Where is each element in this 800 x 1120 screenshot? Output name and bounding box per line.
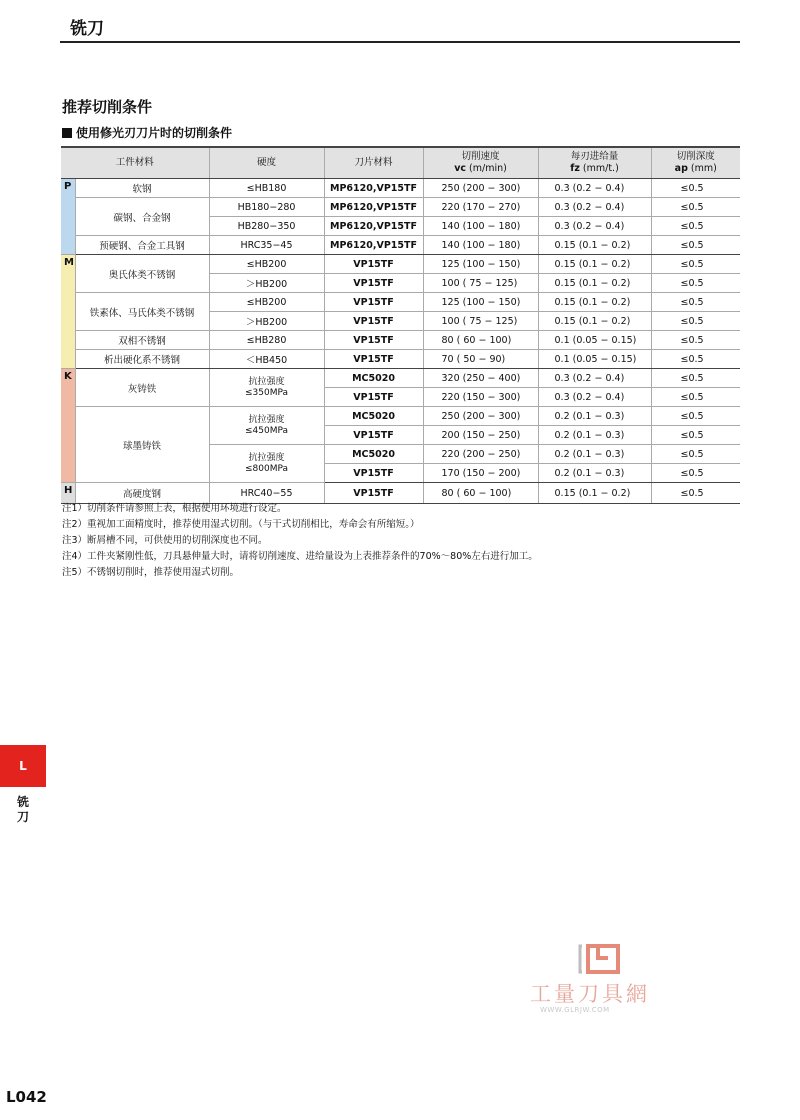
header-depth-symbol: ap [674,163,688,174]
section-subtitle-text: 使用修光刃刀片时的切削条件 [76,126,233,140]
material-cell: 碳钢、合金钢 [75,198,209,236]
grade-cell: MC5020 [324,445,423,464]
table-row [61,293,740,312]
section-title: 推荐切削条件 [62,98,153,116]
speed-cell: 220 (170 − 270) [423,198,538,217]
hardness-value: ≤350MPa [245,387,289,398]
feed-cell: 0.1 (0.05 − 0.15) [538,350,651,369]
table-row [61,179,740,198]
feed-cell: 0.15 (0.1 − 0.2) [538,293,651,312]
material-cell: 奥氏体类不锈钢 [75,255,209,293]
depth-cell: ≤0.5 [651,445,740,464]
feed-cell: 0.15 (0.1 − 0.2) [538,483,651,504]
speed-cell: 100 ( 75 − 125) [423,312,538,331]
speed-cell: 250 (200 − 300) [423,179,538,198]
speed-cell: 140 (100 − 180) [423,236,538,255]
hardness-label: 抗拉强度 [248,453,285,464]
depth-cell: ≤0.5 [651,217,740,236]
footnote: 注3）断屑槽不同，可供使用的切削深度也不同。 [62,535,268,546]
group-code-h: H [61,483,75,504]
header-divider [60,41,740,43]
hardness-cell: ＜HB450 [209,350,324,369]
footnotes [62,501,538,581]
square-bullet-icon [62,128,72,138]
feed-cell: 0.15 (0.1 − 0.2) [538,236,651,255]
speed-cell: 125 (100 − 150) [423,293,538,312]
material-cell: 预硬钢、合金工具钢 [75,236,209,255]
depth-cell: ≤0.5 [651,464,740,483]
speed-cell: 320 (250 − 400) [423,369,538,388]
hardness-cell: ≤HB180 [209,179,324,198]
feed-cell: 0.3 (0.2 − 0.4) [538,217,651,236]
table-row [61,236,740,255]
grade-cell: MC5020 [324,407,423,426]
speed-cell: 220 (200 − 250) [423,445,538,464]
table-row [61,407,740,426]
section-tab-l[interactable]: L [0,745,46,787]
footnote: 注4）工件夹紧刚性低，刀具悬伸量大时，请将切削速度、进给量设为上表推荐条件的70%〜80%左右进行加工。 [62,551,538,562]
header-grade: 刀片材料 [324,147,423,179]
depth-cell: ≤0.5 [651,255,740,274]
speed-cell: 200 (150 − 250) [423,426,538,445]
hardness-cell: ＞HB200 [209,312,324,331]
feed-cell: 0.2 (0.1 − 0.3) [538,426,651,445]
hardness-label: 抗拉强度 [248,377,285,388]
header-speed-label: 切削速度 [461,151,500,163]
feed-cell: 0.15 (0.1 − 0.2) [538,274,651,293]
speed-cell: 125 (100 − 150) [423,255,538,274]
speed-cell: 250 (200 − 300) [423,407,538,426]
depth-cell: ≤0.5 [651,331,740,350]
hardness-cell: ＞HB200 [209,274,324,293]
material-cell: 球墨铸铁 [75,407,209,483]
hardness-value: ≤450MPa [245,425,289,436]
hardness-cell: HRC35−45 [209,236,324,255]
hardness-cell [209,407,324,445]
hardness-cell [209,369,324,407]
section-subtitle [62,124,232,141]
depth-cell: ≤0.5 [651,293,740,312]
grade-cell: VP15TF [324,331,423,350]
material-cell: 灰铸铁 [75,369,209,407]
header-feed-unit: (mm/t.) [582,163,619,174]
hardness-cell: HRC40−55 [209,483,324,504]
grade-cell: VP15TF [324,426,423,445]
header-feed-label: 每刃进给量 [570,151,619,163]
watermark-url: WWW.GLRJW.COM [540,1006,610,1014]
speed-cell: 80 ( 60 − 100) [423,331,538,350]
feed-cell: 0.3 (0.2 − 0.4) [538,179,651,198]
header-material: 工件材料 [61,147,209,179]
depth-cell: ≤0.5 [651,388,740,407]
speed-cell: 140 (100 − 180) [423,217,538,236]
watermark-text: 工量刀具網 [530,982,650,1006]
depth-cell: ≤0.5 [651,312,740,331]
section-tab-label-line1: 铣 [17,795,30,809]
grade-cell: VP15TF [324,350,423,369]
feed-cell: 0.15 (0.1 − 0.2) [538,312,651,331]
hardness-cell: HB180−280 [209,198,324,217]
hardness-cell: ≤HB200 [209,293,324,312]
speed-cell: 100 ( 75 − 125) [423,274,538,293]
page-number: L042 [6,1088,47,1106]
header-feed-symbol: fz [570,163,580,174]
feed-cell: 0.15 (0.1 − 0.2) [538,255,651,274]
table-row [61,198,740,217]
grade-cell: VP15TF [324,464,423,483]
speed-cell: 220 (150 − 300) [423,388,538,407]
table-row [61,255,740,274]
table-row [61,350,740,369]
depth-cell: ≤0.5 [651,179,740,198]
group-code-k: K [61,369,75,483]
group-code-m: M [61,255,75,369]
grade-cell: VP15TF [324,274,423,293]
feed-cell: 0.2 (0.1 − 0.3) [538,464,651,483]
grade-cell: MP6120,VP15TF [324,217,423,236]
grade-cell: VP15TF [324,483,423,504]
feed-cell: 0.3 (0.2 − 0.4) [538,198,651,217]
grade-cell: MP6120,VP15TF [324,198,423,217]
header-hardness: 硬度 [209,147,324,179]
header-feed [538,147,651,179]
table-row [61,331,740,350]
header-speed [423,147,538,179]
section-tab-label-line2: 刀 [17,810,30,824]
header-depth [651,147,740,179]
depth-cell: ≤0.5 [651,483,740,504]
speed-cell: 170 (150 − 200) [423,464,538,483]
depth-cell: ≤0.5 [651,198,740,217]
group-code-p: P [61,179,75,255]
depth-cell: ≤0.5 [651,350,740,369]
header-depth-label: 切削深度 [676,151,715,163]
grade-cell: VP15TF [324,255,423,274]
cutting-conditions-table [61,146,740,504]
footnote: 注5）不锈钢切削时，推荐使用湿式切削。 [62,567,240,578]
depth-cell: ≤0.5 [651,274,740,293]
material-cell: 析出硬化系不锈钢 [75,350,209,369]
watermark-logo-icon [578,944,628,974]
hardness-cell: HB280−350 [209,217,324,236]
speed-cell: 80 ( 60 − 100) [423,483,538,504]
hardness-value: ≤800MPa [245,463,289,474]
grade-cell: VP15TF [324,293,423,312]
feed-cell: 0.1 (0.05 − 0.15) [538,331,651,350]
hardness-cell [209,445,324,483]
page-header-title: 铣刀 [70,19,104,39]
depth-cell: ≤0.5 [651,426,740,445]
hardness-cell: ≤HB280 [209,331,324,350]
depth-cell: ≤0.5 [651,236,740,255]
hardness-label: 抗拉强度 [248,415,285,426]
feed-cell: 0.2 (0.1 − 0.3) [538,407,651,426]
section-tab-label [17,795,31,825]
material-cell: 双相不锈钢 [75,331,209,350]
grade-cell: VP15TF [324,388,423,407]
table-row [61,369,740,388]
material-cell: 软钢 [75,179,209,198]
grade-cell: MC5020 [324,369,423,388]
header-depth-unit: (mm) [690,163,717,174]
speed-cell: 70 ( 50 − 90) [423,350,538,369]
header-speed-unit: (m/min) [469,163,507,174]
depth-cell: ≤0.5 [651,369,740,388]
feed-cell: 0.3 (0.2 − 0.4) [538,369,651,388]
header-speed-symbol: vc [454,163,467,174]
material-cell: 高硬度钢 [75,483,209,504]
feed-cell: 0.2 (0.1 − 0.3) [538,445,651,464]
footnote: 注1）切削条件请参照上表，根据使用环境进行设定。 [62,503,287,514]
grade-cell: VP15TF [324,312,423,331]
depth-cell: ≤0.5 [651,407,740,426]
material-cell: 铁素体、马氏体类不锈钢 [75,293,209,331]
grade-cell: MP6120,VP15TF [324,179,423,198]
feed-cell: 0.3 (0.2 − 0.4) [538,388,651,407]
footnote: 注2）重视加工面精度时，推荐使用湿式切削。（与干式切削相比，寿命会有所缩短。） [62,519,420,530]
hardness-cell: ≤HB200 [209,255,324,274]
grade-cell: MP6120,VP15TF [324,236,423,255]
table-header-row [61,147,740,179]
